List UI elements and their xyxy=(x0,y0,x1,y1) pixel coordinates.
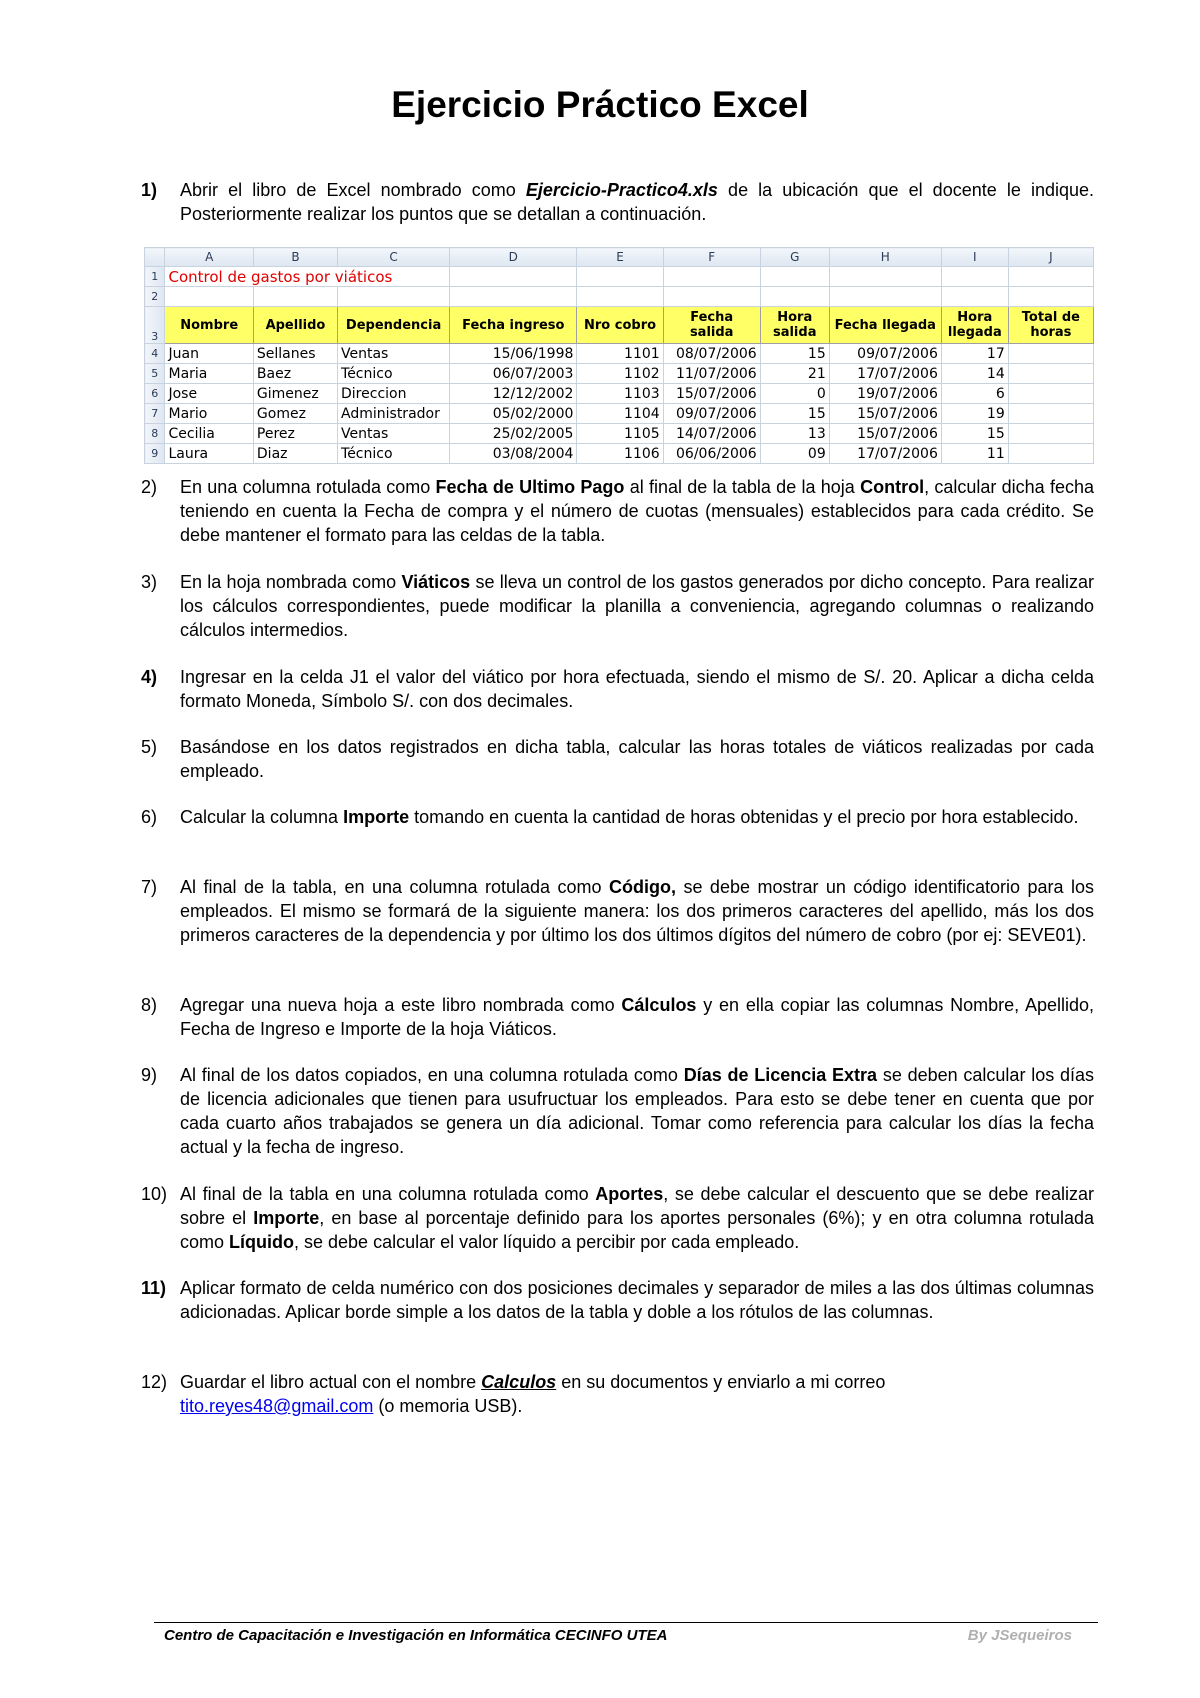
header-cell[interactable]: Nombre xyxy=(165,307,253,344)
table-cell[interactable]: 15 xyxy=(941,424,1008,444)
header-cell[interactable]: Hora llegada xyxy=(941,307,1008,344)
table-cell[interactable]: 1101 xyxy=(577,344,663,364)
instruction-item: 11) Aplicar formato de celda numérico con dos posiciones decimales y separador de miles a las dos últimas columnas adicionadas. Aplicar borde simple a los datos de la tabla y doble a los rótulos de las columnas. xyxy=(141,1278,1094,1322)
table-cell[interactable]: Maria xyxy=(165,364,253,384)
table-cell[interactable]: 1104 xyxy=(577,404,663,424)
table-cell[interactable]: Jose xyxy=(165,384,253,404)
table-cell[interactable] xyxy=(1008,364,1093,384)
table-cell[interactable]: 08/07/2006 xyxy=(663,344,760,364)
item-number: 6) xyxy=(141,807,158,827)
instruction-item: 10) Al final de la tabla en una columna rotulada como Aportes, se debe calcular el descuento que se debe realizar sobre el Importe, en base al porcentaje definido para los aportes personales (6%); y en otra columna rotulada como Líquido, se debe calcular el valor líquido a percibir por cada empleado. xyxy=(141,1184,1094,1252)
table-cell[interactable]: 21 xyxy=(760,364,829,384)
table-cell[interactable] xyxy=(1008,424,1093,444)
header-cell[interactable]: Fecha ingreso xyxy=(450,307,577,344)
table-cell[interactable]: 15 xyxy=(760,344,829,364)
sheet-title-cell[interactable]: Control de gastos por viáticos xyxy=(165,267,450,287)
table-cell[interactable]: 14/07/2006 xyxy=(663,424,760,444)
table-cell[interactable]: 09/07/2006 xyxy=(829,344,941,364)
table-cell[interactable]: 15/07/2006 xyxy=(663,384,760,404)
table-cell[interactable]: 06/07/2003 xyxy=(450,364,577,384)
table-cell[interactable]: 05/02/2000 xyxy=(450,404,577,424)
instruction-item: 3) En la hoja nombrada como Viáticos se lleva un control de los gastos generados por dicho concepto. Para realizar los cálculos correspondientes, puede modificar la planilla a conveniencia, agregando columnas o realizando cálculos intermedios. xyxy=(141,572,1094,640)
table-cell[interactable]: 15/07/2006 xyxy=(829,424,941,444)
item-number: 10) xyxy=(141,1184,168,1204)
header-cell[interactable]: Hora salida xyxy=(760,307,829,344)
footer-author: By JSequeiros xyxy=(967,1627,1072,1644)
page-title: Ejercicio Práctico Excel xyxy=(391,84,809,125)
table-cell[interactable]: Sellanes xyxy=(253,344,337,364)
instruction-item: 2) En una columna rotulada como Fecha de Ultimo Pago al final de la tabla de la hoja Control, calcular dicha fecha teniendo en cuenta la Fecha de compra y el número de cuotas (mensuales) establecidos para cada crédito. Se debe mantener el formato para las celdas de la tabla. xyxy=(141,477,1095,545)
table-cell[interactable]: 19/07/2006 xyxy=(829,384,941,404)
table-cell[interactable]: Técnico xyxy=(338,364,450,384)
filename: Ejercicio-Practico4.xls xyxy=(525,180,718,200)
row-header[interactable]: 9 xyxy=(145,444,165,464)
item-number: 4) xyxy=(141,667,158,687)
table-cell[interactable] xyxy=(1008,344,1093,364)
table-cell[interactable]: 17 xyxy=(941,344,1008,364)
select-all-corner[interactable] xyxy=(145,248,165,267)
table-cell[interactable]: 14 xyxy=(941,364,1008,384)
save-filename: Calculos xyxy=(481,1372,557,1392)
table-cell[interactable]: Juan xyxy=(165,344,253,364)
instruction-item: 6) Calcular la columna Importe tomando en cuenta la cantidad de horas obtenidas y el precio por hora establecido. xyxy=(141,807,1079,827)
table-cell[interactable]: 03/08/2004 xyxy=(450,444,577,464)
table-cell[interactable]: Perez xyxy=(253,424,337,444)
table-cell[interactable]: Técnico xyxy=(338,444,450,464)
row-header[interactable]: 3 xyxy=(145,307,165,344)
column-header[interactable]: C xyxy=(338,248,450,267)
instruction-item: 12) Guardar el libro actual con el nombre Calculos en su documentos y enviarlo a mi correo tito.reyes48@gmail.com (o memoria USB). xyxy=(141,1372,886,1416)
column-header[interactable]: E xyxy=(577,248,663,267)
table-cell[interactable]: 1105 xyxy=(577,424,663,444)
column-header[interactable]: A xyxy=(165,248,253,267)
table-cell[interactable] xyxy=(1008,384,1093,404)
table-row xyxy=(145,404,1094,424)
item-number: 2) xyxy=(141,477,158,497)
item-number: 12) xyxy=(141,1372,168,1392)
table-cell[interactable]: 17/07/2006 xyxy=(829,444,941,464)
table-row xyxy=(145,444,1094,464)
table-cell[interactable]: 06/06/2006 xyxy=(663,444,760,464)
column-header[interactable]: G xyxy=(760,248,829,267)
table-cell[interactable]: Laura xyxy=(165,444,253,464)
column-header[interactable]: F xyxy=(663,248,760,267)
instruction-item: 5) Basándose en los datos registrados en dicha tabla, calcular las horas totales de viáticos realizadas por cada empleado. xyxy=(141,737,1094,781)
column-header[interactable]: D xyxy=(450,248,577,267)
row-header[interactable]: 8 xyxy=(145,424,165,444)
table-header-row xyxy=(145,307,1094,344)
table-cell[interactable]: 15/06/1998 xyxy=(450,344,577,364)
row-header[interactable]: 5 xyxy=(145,364,165,384)
table-cell[interactable]: 1102 xyxy=(577,364,663,384)
row-header[interactable]: 4 xyxy=(145,344,165,364)
item-number: 1) xyxy=(141,180,158,200)
column-header-row xyxy=(145,248,1094,267)
header-cell[interactable]: Apellido xyxy=(253,307,337,344)
spreadsheet-excerpt xyxy=(144,247,1094,462)
item-number: 11) xyxy=(141,1278,167,1298)
table-cell[interactable]: 25/02/2005 xyxy=(450,424,577,444)
table-cell[interactable]: Gomez xyxy=(253,404,337,424)
instruction-item: 1) Abrir el libro de Excel nombrado como Ejercicio-Practico4.xls de la ubicación que el docente le indique. Posteriormente realizar los puntos que se detallan a continuación. xyxy=(141,180,1095,224)
table-cell[interactable]: 11 xyxy=(941,444,1008,464)
table-cell[interactable]: 13 xyxy=(760,424,829,444)
table-cell[interactable]: 15 xyxy=(760,404,829,424)
instruction-item: 9) Al final de los datos copiados, en una columna rotulada como Días de Licencia Extra se deben calcular los días de licencia adicionales que tienen para usufructuar los empleados. Para esto se debe tener en cuenta que por cada cuarto años trabajados se genera un día adicional. Tomar como referencia para calcular los días la fecha actual y la fecha de ingreso. xyxy=(141,1065,1094,1157)
table-cell[interactable]: Diaz xyxy=(253,444,337,464)
table-cell[interactable]: 09/07/2006 xyxy=(663,404,760,424)
row-header[interactable]: 6 xyxy=(145,384,165,404)
column-header[interactable]: H xyxy=(829,248,941,267)
header-cell[interactable]: Fecha salida xyxy=(663,307,760,344)
footer-institution: Centro de Capacitación e Investigación en Informática CECINFO UTEA xyxy=(164,1627,668,1644)
table-cell[interactable]: Mario xyxy=(165,404,253,424)
table-cell[interactable]: 09 xyxy=(760,444,829,464)
table-cell[interactable] xyxy=(1008,404,1093,424)
header-cell[interactable]: Nro cobro xyxy=(577,307,663,344)
column-header[interactable]: J xyxy=(1008,248,1093,267)
item-number: 5) xyxy=(141,737,158,757)
instruction-item: 4) Ingresar en la celda J1 el valor del viático por hora efectuada, siendo el mismo de S/. 20. Aplicar a dicha celda formato Moneda, Símbolo S/. con dos decimales. xyxy=(141,667,1094,711)
table-cell[interactable]: Baez xyxy=(253,364,337,384)
table-cell[interactable]: 0 xyxy=(760,384,829,404)
table-cell[interactable]: 1103 xyxy=(577,384,663,404)
header-cell[interactable]: Total de horas xyxy=(1008,307,1093,344)
table-cell[interactable] xyxy=(1008,444,1093,464)
table-cell[interactable]: Ventas xyxy=(338,424,450,444)
table-cell[interactable]: 6 xyxy=(941,384,1008,404)
instruction-item: 7) Al final de la tabla, en una columna rotulada como Código, se debe mostrar un código identificatorio para los empleados. El mismo se formará de la siguiente manera: los dos primeros caracteres del apellido, más los dos primeros caracteres de la dependencia y por último los dos últimos dígitos del número de cobro (por ej: SEVE01). xyxy=(141,877,1094,945)
table-row xyxy=(145,384,1094,404)
item-number: 7) xyxy=(141,877,158,897)
row-header[interactable]: 1 xyxy=(145,267,165,287)
row-header[interactable]: 2 xyxy=(145,287,165,307)
header-cell[interactable]: Fecha llegada xyxy=(829,307,941,344)
instruction-item: 8) Agregar una nueva hoja a este libro nombrada como Cálculos y en ella copiar las columnas Nombre, Apellido, Fecha de Ingreso e Importe de la hoja Viáticos. xyxy=(141,995,1094,1039)
table-cell[interactable]: Ventas xyxy=(338,344,450,364)
column-header[interactable]: I xyxy=(941,248,1008,267)
item-number: 8) xyxy=(141,995,158,1015)
table-cell[interactable]: 12/12/2002 xyxy=(450,384,577,404)
email-link[interactable]: tito.reyes48@gmail.com xyxy=(180,1396,374,1416)
table-cell[interactable]: 19 xyxy=(941,404,1008,424)
item-number: 9) xyxy=(141,1065,158,1085)
table-cell[interactable]: Cecilia xyxy=(165,424,253,444)
table-cell[interactable]: Direccion xyxy=(338,384,450,404)
footer-divider xyxy=(154,1622,1098,1623)
table-cell[interactable]: Gimenez xyxy=(253,384,337,404)
sheet-row xyxy=(145,287,1094,307)
table-row xyxy=(145,344,1094,364)
table-row xyxy=(145,364,1094,384)
table-row xyxy=(145,424,1094,444)
table-cell[interactable]: 11/07/2006 xyxy=(663,364,760,384)
table-cell[interactable]: 17/07/2006 xyxy=(829,364,941,384)
item-number: 3) xyxy=(141,572,158,592)
column-header[interactable]: B xyxy=(253,248,337,267)
table-cell[interactable]: 15/07/2006 xyxy=(829,404,941,424)
sheet-row xyxy=(145,267,1094,287)
table-cell[interactable]: 1106 xyxy=(577,444,663,464)
header-cell[interactable]: Dependencia xyxy=(338,307,450,344)
row-header[interactable]: 7 xyxy=(145,404,165,424)
table-cell[interactable]: Administrador xyxy=(338,404,450,424)
